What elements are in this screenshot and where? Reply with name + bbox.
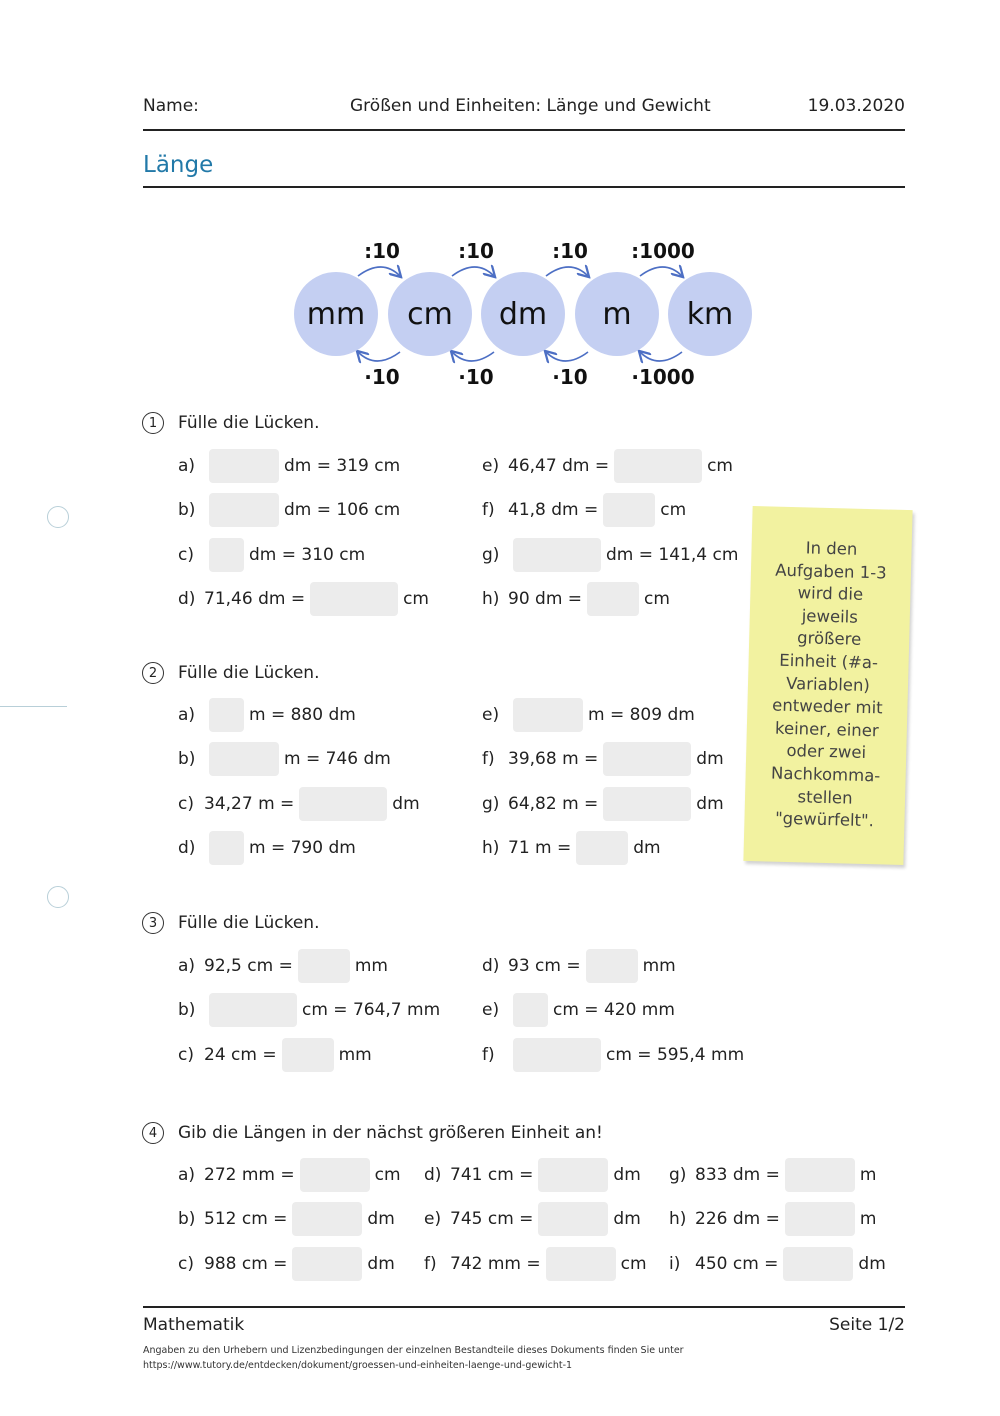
exercise-label: h) bbox=[482, 837, 500, 858]
exercise-unit-text: dm bbox=[633, 837, 661, 858]
exercise-given-value: 226 dm = bbox=[695, 1209, 780, 1230]
answer-box[interactable] bbox=[538, 1158, 608, 1192]
punch-hole-bottom bbox=[47, 886, 69, 908]
multiply-factor-1: ·10 bbox=[364, 365, 400, 389]
exercise-given-value: 64,82 m = bbox=[508, 793, 599, 814]
note-line: Einheit (#a- bbox=[779, 650, 879, 673]
sticky-note-text bbox=[744, 536, 912, 834]
exercise-unit-text: dm = 141,4 cm bbox=[606, 544, 739, 565]
exercise-unit-text: m = 880 dm bbox=[249, 705, 356, 725]
note-line: Aufgaben 1-3 bbox=[775, 560, 887, 583]
exercise-label: f) bbox=[482, 749, 495, 770]
exercise-label: i) bbox=[669, 1253, 681, 1274]
exercise-row bbox=[482, 787, 724, 821]
exercise-label: f) bbox=[424, 1253, 437, 1274]
exercise-unit-text: mm bbox=[338, 1044, 372, 1065]
multiply-factor-2: ·10 bbox=[458, 365, 494, 389]
exercise-label: e) bbox=[482, 705, 500, 725]
arrow-dm-to-cm bbox=[452, 352, 494, 361]
answer-box[interactable] bbox=[209, 831, 244, 865]
exercise-row bbox=[178, 582, 429, 616]
exercise-given-value: 34,27 m = bbox=[204, 793, 295, 814]
exercise-row bbox=[178, 993, 440, 1027]
exercise-unit-text: dm bbox=[696, 793, 724, 814]
exercise-given-value: 988 cm = bbox=[204, 1253, 288, 1274]
exercise-row bbox=[482, 698, 695, 732]
header-divider bbox=[143, 129, 905, 131]
exercise-unit-text: cm = 420 mm bbox=[553, 1000, 675, 1021]
exercise-unit-text: dm = 310 cm bbox=[249, 544, 366, 565]
answer-box[interactable] bbox=[209, 742, 279, 776]
note-line: "gewürfelt". bbox=[774, 808, 875, 831]
divide-factor-4: :1000 bbox=[631, 239, 695, 263]
exercise-unit-text: mm bbox=[354, 956, 388, 976]
task-number-2: 2 bbox=[142, 662, 164, 684]
exercise-row bbox=[178, 1158, 401, 1192]
task-title-1: Fülle die Lücken. bbox=[178, 413, 320, 433]
exercise-label: b) bbox=[178, 749, 196, 770]
task-title-4: Gib die Längen in der nächst größeren Einheit an! bbox=[178, 1123, 603, 1143]
punch-hole-top bbox=[47, 506, 69, 528]
note-line: oder zwei bbox=[786, 741, 867, 763]
answer-box[interactable] bbox=[603, 787, 691, 821]
fold-mark bbox=[0, 706, 67, 707]
exercise-row bbox=[669, 1158, 876, 1192]
exercise-label: d) bbox=[482, 956, 500, 976]
note-line: größere bbox=[796, 628, 862, 650]
exercise-given-value: 742 mm = bbox=[450, 1253, 541, 1274]
exercise-label: a) bbox=[178, 456, 196, 476]
note-line: In den bbox=[805, 538, 858, 559]
arrow-cm-to-dm bbox=[452, 267, 494, 276]
exercise-unit-text: dm bbox=[858, 1253, 886, 1274]
answer-box[interactable] bbox=[513, 538, 601, 572]
exercise-row bbox=[669, 1202, 876, 1236]
divide-factor-1: :10 bbox=[364, 239, 400, 263]
exercise-label: h) bbox=[482, 588, 500, 609]
exercise-unit-text: m bbox=[859, 1165, 877, 1185]
divide-factor-3: :10 bbox=[552, 239, 588, 263]
exercise-label: c) bbox=[178, 793, 194, 814]
exercise-given-value: 39,68 m = bbox=[508, 749, 599, 770]
exercise-row bbox=[482, 831, 661, 865]
exercise-row bbox=[178, 493, 400, 527]
section-title: Länge bbox=[143, 152, 214, 178]
exercise-row bbox=[482, 538, 738, 572]
answer-box[interactable] bbox=[209, 449, 279, 483]
note-line: entweder mit bbox=[771, 695, 883, 718]
footer-subject: Mathematik bbox=[143, 1315, 245, 1335]
task-number-1: 1 bbox=[142, 412, 164, 434]
exercise-given-value: 90 dm = bbox=[508, 588, 583, 609]
exercise-unit-text: dm bbox=[696, 749, 724, 770]
answer-box[interactable] bbox=[785, 1202, 855, 1236]
answer-box[interactable] bbox=[513, 698, 583, 732]
exercise-unit-text: cm bbox=[403, 588, 429, 609]
task-title-3: Fülle die Lücken. bbox=[178, 913, 320, 933]
answer-box[interactable] bbox=[209, 993, 297, 1027]
exercise-given-value: 272 mm = bbox=[204, 1165, 295, 1185]
exercise-row bbox=[178, 949, 388, 983]
exercise-unit-text: dm bbox=[392, 793, 420, 814]
exercise-given-value: 833 dm = bbox=[695, 1165, 780, 1185]
answer-box[interactable] bbox=[209, 698, 244, 732]
exercise-unit-text: dm bbox=[367, 1253, 395, 1274]
exercise-unit-text: cm bbox=[660, 500, 687, 521]
exercise-label: d) bbox=[424, 1165, 442, 1185]
exercise-label: c) bbox=[178, 1253, 194, 1274]
exercise-unit-text: dm bbox=[613, 1165, 641, 1185]
exercise-row bbox=[424, 1247, 647, 1281]
answer-box[interactable] bbox=[310, 582, 398, 616]
exercise-given-value: 24 cm = bbox=[204, 1044, 277, 1065]
exercise-unit-text: cm bbox=[707, 456, 733, 476]
exercise-row bbox=[178, 831, 356, 865]
document-date: 19.03.2020 bbox=[807, 96, 905, 116]
license-url: https://www.tutory.de/entdecken/dokument/groessen-und-einheiten-laenge-und-gewicht-1 bbox=[143, 1360, 573, 1371]
answer-box[interactable] bbox=[586, 949, 638, 983]
exercise-label: g) bbox=[482, 544, 500, 565]
exercise-given-value: 71,46 dm = bbox=[204, 588, 306, 609]
answer-box[interactable] bbox=[298, 949, 350, 983]
exercise-unit-text: cm bbox=[374, 1165, 401, 1185]
exercise-label: b) bbox=[178, 1209, 196, 1230]
divide-factor-2: :10 bbox=[458, 239, 494, 263]
note-line: stellen bbox=[797, 786, 853, 808]
answer-box[interactable] bbox=[603, 493, 655, 527]
exercise-given-value: 92,5 cm = bbox=[204, 956, 293, 976]
exercise-row bbox=[178, 742, 391, 776]
exercise-label: a) bbox=[178, 956, 196, 976]
exercise-given-value: 93 cm = bbox=[508, 956, 581, 976]
exercise-row bbox=[482, 1038, 744, 1072]
unit-circle-mm: mm bbox=[294, 272, 378, 356]
exercise-row bbox=[178, 787, 420, 821]
exercise-row bbox=[178, 1247, 395, 1281]
answer-box[interactable] bbox=[513, 1038, 601, 1072]
arrow-m-to-km bbox=[640, 267, 682, 276]
exercise-label: b) bbox=[178, 1000, 196, 1021]
exercise-row bbox=[178, 1202, 395, 1236]
answer-box[interactable] bbox=[209, 538, 244, 572]
exercise-given-value: 71 m = bbox=[508, 837, 572, 858]
exercise-label: c) bbox=[178, 544, 194, 565]
exercise-label: g) bbox=[669, 1165, 687, 1185]
note-line: Variablen) bbox=[785, 673, 871, 695]
exercise-unit-text: m = 809 dm bbox=[588, 705, 695, 725]
note-line: jeweils bbox=[801, 606, 859, 627]
exercise-row bbox=[482, 993, 675, 1027]
exercise-label: b) bbox=[178, 500, 196, 521]
answer-box[interactable] bbox=[783, 1247, 853, 1281]
task-number-4: 4 bbox=[142, 1122, 164, 1144]
document-title: Größen und Einheiten: Länge und Gewicht bbox=[350, 96, 711, 116]
answer-box[interactable] bbox=[587, 582, 639, 616]
exercise-label: f) bbox=[482, 1044, 495, 1065]
exercise-label: e) bbox=[482, 456, 500, 476]
task-number-3: 3 bbox=[142, 912, 164, 934]
task-title-2: Fülle die Lücken. bbox=[178, 663, 320, 683]
note-line: wird die bbox=[797, 583, 864, 605]
answer-box[interactable] bbox=[299, 787, 387, 821]
exercise-row bbox=[669, 1247, 886, 1281]
answer-box[interactable] bbox=[603, 742, 691, 776]
note-line: keiner, einer bbox=[774, 718, 879, 741]
answer-box[interactable] bbox=[300, 1158, 370, 1192]
exercise-given-value: 512 cm = bbox=[204, 1209, 288, 1230]
exercise-row bbox=[482, 449, 733, 483]
unit-circle-cm: cm bbox=[388, 272, 472, 356]
exercise-given-value: 741 cm = bbox=[450, 1165, 534, 1185]
unit-circle-km: km bbox=[668, 272, 752, 356]
answer-box[interactable] bbox=[513, 993, 548, 1027]
answer-box[interactable] bbox=[292, 1247, 362, 1281]
exercise-unit-text: cm = 595,4 mm bbox=[606, 1044, 745, 1065]
answer-box[interactable] bbox=[785, 1158, 855, 1192]
arrow-cm-to-mm bbox=[358, 352, 400, 361]
exercise-unit-text: m bbox=[859, 1209, 877, 1230]
exercise-label: d) bbox=[178, 837, 196, 858]
answer-box[interactable] bbox=[209, 493, 279, 527]
exercise-label: d) bbox=[178, 588, 196, 609]
arrow-m-to-dm bbox=[546, 352, 588, 361]
exercise-given-value: 450 cm = bbox=[695, 1253, 779, 1274]
arrow-dm-to-m bbox=[546, 267, 588, 276]
exercise-unit-text: m = 746 dm bbox=[284, 749, 391, 770]
footer-divider bbox=[143, 1306, 905, 1308]
exercise-row bbox=[482, 582, 670, 616]
exercise-unit-text: cm bbox=[644, 588, 670, 609]
exercise-unit-text: mm bbox=[642, 956, 676, 976]
exercise-row bbox=[424, 1158, 641, 1192]
page-number: Seite 1/2 bbox=[829, 1315, 905, 1335]
exercise-label: e) bbox=[482, 1000, 500, 1021]
answer-box[interactable] bbox=[614, 449, 702, 483]
exercise-label: e) bbox=[424, 1209, 442, 1230]
exercise-row bbox=[424, 1202, 641, 1236]
exercise-unit-text: dm bbox=[367, 1209, 395, 1230]
unit-circle-dm: dm bbox=[481, 272, 565, 356]
exercise-label: a) bbox=[178, 705, 196, 725]
exercise-row bbox=[482, 742, 724, 776]
exercise-given-value: 41,8 dm = bbox=[508, 500, 599, 521]
answer-box[interactable] bbox=[546, 1247, 616, 1281]
note-line: Nachkomma- bbox=[770, 763, 881, 786]
exercise-label: f) bbox=[482, 500, 495, 521]
exercise-row bbox=[178, 538, 365, 572]
exercise-label: c) bbox=[178, 1044, 194, 1065]
arrow-mm-to-cm bbox=[358, 267, 400, 276]
answer-box[interactable] bbox=[292, 1202, 362, 1236]
exercise-unit-text: dm = 319 cm bbox=[284, 456, 401, 476]
exercise-row bbox=[178, 1038, 372, 1072]
unit-circle-m: m bbox=[575, 272, 659, 356]
section-divider bbox=[143, 186, 905, 188]
sticky-note bbox=[743, 506, 912, 865]
answer-box[interactable] bbox=[538, 1202, 608, 1236]
name-label: Name: bbox=[143, 96, 199, 116]
answer-box[interactable] bbox=[576, 831, 628, 865]
exercise-unit-text: dm = 106 cm bbox=[284, 500, 401, 521]
license-text: Angaben zu den Urhebern und Lizenzbedingungen der einzelnen Bestandteile dieses Dokuments finden Sie unter bbox=[143, 1345, 684, 1356]
exercise-row bbox=[482, 949, 676, 983]
exercise-label: g) bbox=[482, 793, 500, 814]
exercise-unit-text: cm bbox=[620, 1253, 647, 1274]
exercise-unit-text: cm = 764,7 mm bbox=[302, 1000, 441, 1021]
exercise-row bbox=[178, 449, 400, 483]
multiply-factor-4: ·1000 bbox=[631, 365, 695, 389]
exercise-unit-text: m = 790 dm bbox=[249, 837, 356, 858]
arrow-km-to-m bbox=[640, 352, 682, 361]
exercise-unit-text: dm bbox=[613, 1209, 641, 1230]
exercise-label: h) bbox=[669, 1209, 687, 1230]
answer-box[interactable] bbox=[282, 1038, 334, 1072]
exercise-given-value: 46,47 dm = bbox=[508, 456, 610, 476]
exercise-label: a) bbox=[178, 1165, 196, 1185]
multiply-factor-3: ·10 bbox=[552, 365, 588, 389]
exercise-row bbox=[178, 698, 356, 732]
exercise-row bbox=[482, 493, 686, 527]
exercise-given-value: 745 cm = bbox=[450, 1209, 534, 1230]
